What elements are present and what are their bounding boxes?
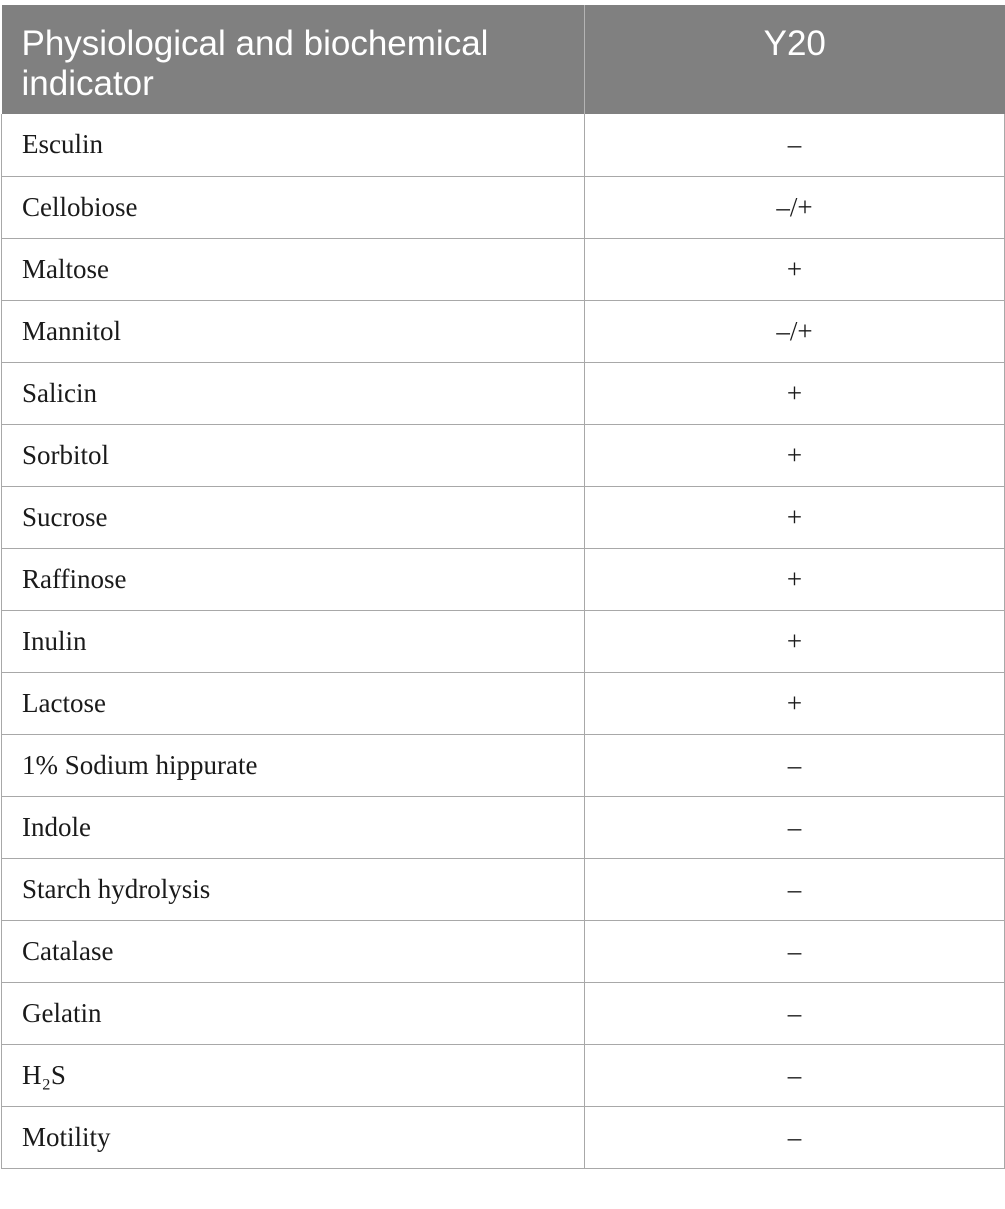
table-row	[2, 114, 1005, 176]
y20-result-cell: –/+	[585, 176, 1005, 238]
indicator-table-container	[1, 5, 1004, 1169]
table-row	[2, 1044, 1005, 1106]
y20-result-cell: –	[585, 1106, 1005, 1168]
indicator-cell: Sucrose	[2, 486, 585, 548]
table-body	[2, 114, 1005, 1168]
indicator-cell: Lactose	[2, 672, 585, 734]
indicator-cell: Gelatin	[2, 982, 585, 1044]
table-row	[2, 300, 1005, 362]
table-row	[2, 486, 1005, 548]
y20-result-cell: –	[585, 1044, 1005, 1106]
indicator-cell: Sorbitol	[2, 424, 585, 486]
y20-result-cell: –	[585, 114, 1005, 176]
y20-result-cell: +	[585, 486, 1005, 548]
indicator-cell: H₂S	[2, 1044, 585, 1106]
table-row	[2, 920, 1005, 982]
indicator-cell: 1% Sodium hippurate	[2, 734, 585, 796]
indicator-table	[1, 5, 1005, 1169]
y20-result-cell: +	[585, 362, 1005, 424]
y20-result-cell: –	[585, 858, 1005, 920]
header-y20: Y20	[585, 5, 1005, 114]
indicator-cell: Esculin	[2, 114, 585, 176]
y20-result-cell: +	[585, 548, 1005, 610]
indicator-cell: Indole	[2, 796, 585, 858]
indicator-cell: Cellobiose	[2, 176, 585, 238]
indicator-cell: Starch hydrolysis	[2, 858, 585, 920]
table-row	[2, 982, 1005, 1044]
indicator-cell: Raffinose	[2, 548, 585, 610]
table-row	[2, 176, 1005, 238]
indicator-cell: Motility	[2, 1106, 585, 1168]
y20-result-cell: +	[585, 424, 1005, 486]
table-row	[2, 734, 1005, 796]
y20-result-cell: –	[585, 982, 1005, 1044]
y20-result-cell: –	[585, 796, 1005, 858]
table-row	[2, 796, 1005, 858]
table-row	[2, 238, 1005, 300]
y20-result-cell: –	[585, 920, 1005, 982]
indicator-cell: Mannitol	[2, 300, 585, 362]
table-row	[2, 362, 1005, 424]
y20-result-cell: +	[585, 672, 1005, 734]
table-row	[2, 548, 1005, 610]
indicator-cell: Salicin	[2, 362, 585, 424]
table-row	[2, 858, 1005, 920]
indicator-cell: Catalase	[2, 920, 585, 982]
header-indicator: Physiological and biochemical indicator	[2, 5, 585, 114]
table-header-row	[2, 5, 1005, 114]
y20-result-cell: +	[585, 238, 1005, 300]
y20-result-cell: –	[585, 734, 1005, 796]
y20-result-cell: –/+	[585, 300, 1005, 362]
table-row	[2, 672, 1005, 734]
indicator-cell: Maltose	[2, 238, 585, 300]
y20-result-cell: +	[585, 610, 1005, 672]
table-row	[2, 610, 1005, 672]
indicator-cell: Inulin	[2, 610, 585, 672]
table-row	[2, 1106, 1005, 1168]
table-row	[2, 424, 1005, 486]
